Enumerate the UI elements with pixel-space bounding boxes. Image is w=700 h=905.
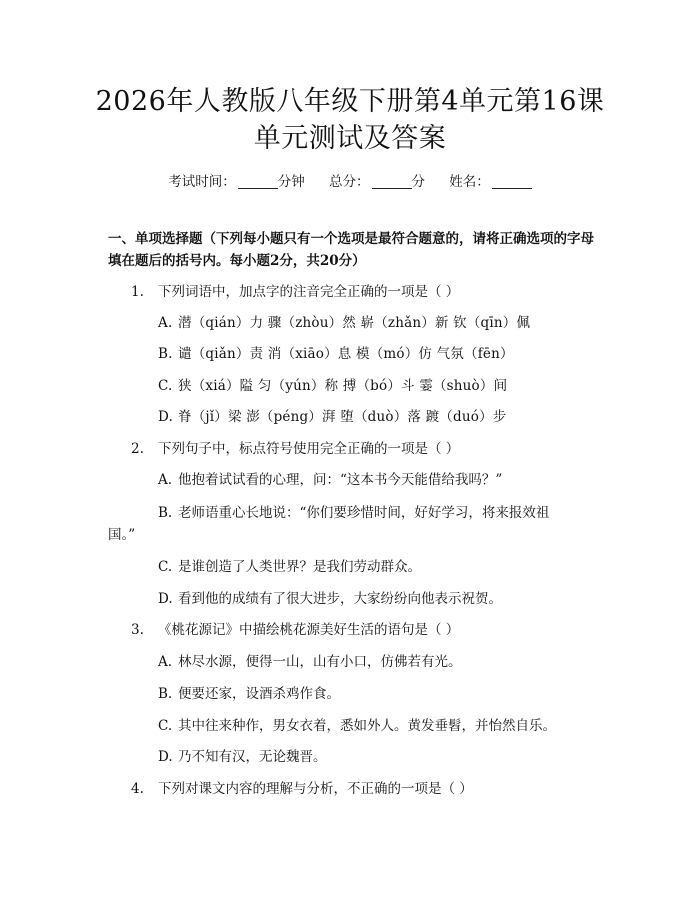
total-score-label: 总分： [329, 174, 370, 190]
question-number: 4. [131, 781, 144, 797]
option-letter: C. [158, 378, 173, 394]
question-3-option-c [158, 716, 556, 736]
question-2 [131, 439, 459, 459]
option-text: 其中往来种作，男女衣着，悉如外人。黄发垂髫，并怡然自乐。 [178, 718, 556, 734]
option-letter: D. [158, 409, 174, 425]
exam-meta [0, 170, 700, 190]
question-3-option-a [158, 652, 462, 672]
option-text: 老师语重心长地说：“你们要珍惜时间，好好学习，将来报效祖 [178, 505, 550, 521]
question-2-option-a [158, 470, 502, 490]
option-letter: D. [158, 749, 173, 765]
option-letter: C. [158, 559, 173, 575]
question-3-option-b [158, 684, 340, 704]
question-3-option-d [158, 747, 327, 767]
option-text: 狭（xiá）隘 匀（yún）称 搏（bó）斗 霎（shuò）间 [178, 378, 508, 394]
question-text: 下列句子中，标点符号使用完全正确的一项是（ ） [158, 441, 460, 457]
question-2-option-d [158, 589, 502, 609]
question-1-option-a [158, 313, 530, 333]
question-number: 1. [131, 284, 144, 300]
option-text: 看到他的成绩有了很大进步，大家纷纷向他表示祝贺。 [178, 591, 502, 607]
question-2-option-b [158, 503, 549, 523]
total-score [329, 174, 429, 190]
document-title-line1: 2026年人教版八年级下册第4单元第16课 [95, 86, 605, 117]
student-name [449, 174, 532, 190]
option-letter: A. [158, 654, 173, 670]
option-letter: B. [158, 505, 173, 521]
option-text: 潜（qián）力 骤（zhòu）然 崭（zhǎn）新 钦（qīn）佩 [178, 315, 531, 331]
question-number: 3. [131, 622, 144, 638]
student-name-label: 姓名： [449, 174, 490, 190]
option-letter: B. [158, 346, 173, 362]
student-name-blank [492, 174, 532, 189]
question-2-option-b-continued: 国。” [108, 527, 136, 543]
question-4 [131, 779, 473, 799]
question-1-option-c [158, 376, 507, 396]
exam-time-label: 考试时间： [168, 174, 236, 190]
option-text: 是谁创造了人类世界？是我们劳动群众。 [178, 559, 421, 575]
total-score-unit: 分 [411, 174, 425, 190]
question-number: 2. [131, 441, 144, 457]
option-letter: D. [158, 591, 173, 607]
option-letter: A. [158, 472, 173, 488]
question-text: 《桃花源记》中描绘桃花源美好生活的语句是（ ） [158, 622, 460, 638]
option-text: 便要还家，设酒杀鸡作食。 [178, 686, 340, 702]
option-letter: A. [158, 315, 173, 331]
exam-time-unit: 分钟 [277, 174, 305, 190]
option-text: 脊（jǐ）梁 澎（péng）湃 堕（duò）落 踱（duó）步 [178, 409, 507, 425]
total-score-blank [372, 174, 412, 189]
option-text: 他抱着试试看的心理，问：“这本书今天能借给我吗？” [178, 472, 503, 488]
option-text: 林尽水源，便得一山，山有小口，仿佛若有光。 [178, 654, 462, 670]
exam-time-blank [238, 174, 278, 189]
option-letter: C. [158, 718, 173, 734]
question-text: 下列对课文内容的理解与分析，不正确的一项是（ ） [158, 781, 473, 797]
question-text: 下列词语中，加点字的注音完全正确的一项是（ ） [158, 284, 460, 300]
document-title-line2: 单元测试及答案 [253, 123, 447, 154]
option-text: 乃不知有汉，无论魏晋。 [178, 749, 327, 765]
option-text: 谴（qiǎn）责 消（xiāo）息 模（mó）仿 气氛（fēn） [178, 346, 514, 362]
question-1-option-b [158, 344, 514, 364]
question-2-option-c [158, 557, 421, 577]
option-letter: B. [158, 686, 173, 702]
section-heading: 一、单项选择题（下列每小题只有一个选项是最符合题意的，请将正确选项的字母填在题后的括号内。每小题2分，共20分） [108, 231, 594, 269]
question-3 [131, 620, 459, 640]
question-1 [131, 282, 459, 302]
question-1-option-d [158, 407, 506, 427]
exam-time [168, 174, 309, 190]
